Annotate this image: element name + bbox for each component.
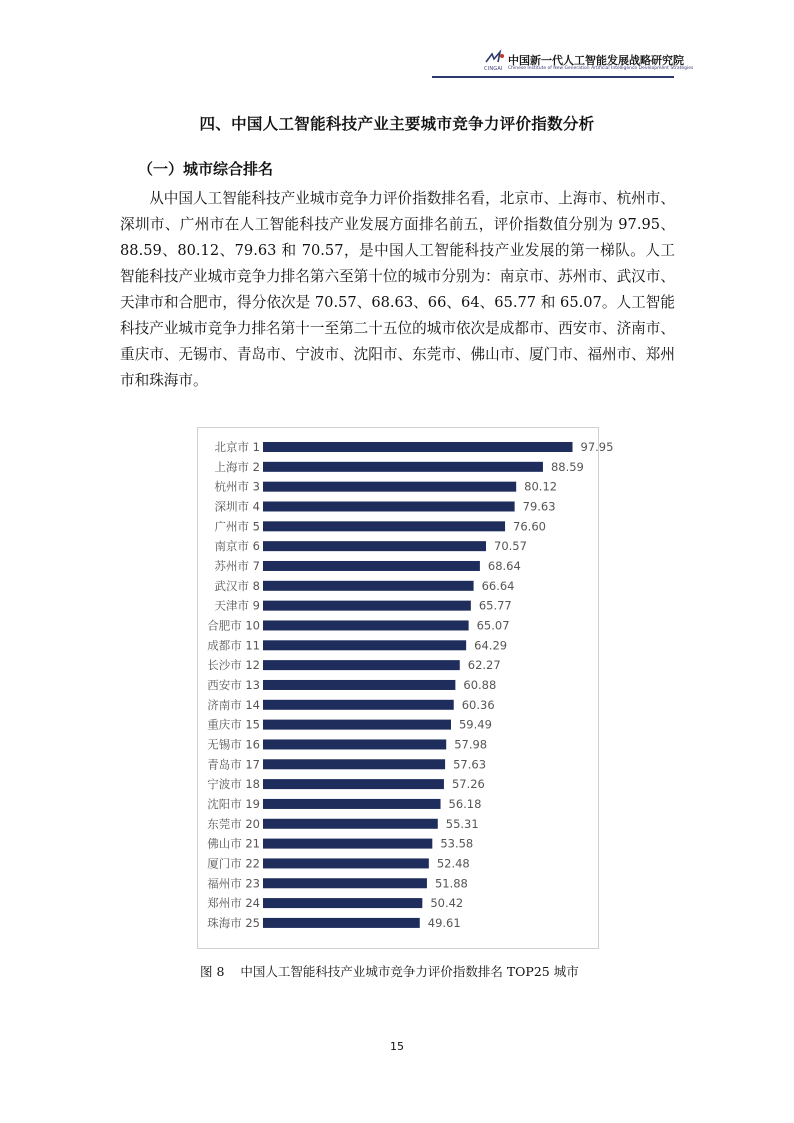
bar	[263, 918, 420, 928]
bar	[263, 501, 515, 511]
bar	[263, 680, 455, 690]
category-label: 武汉市 8	[214, 578, 260, 593]
value-label: 60.88	[463, 677, 497, 692]
value-label: 57.63	[453, 757, 487, 772]
bar-chart-svg	[198, 428, 614, 948]
value-label: 66.64	[481, 578, 515, 593]
category-label: 上海市 2	[214, 459, 260, 474]
category-label: 珠海市 25	[207, 915, 260, 930]
bar	[263, 858, 429, 868]
org-name-cn: 中国新一代人工智能发展战略研究院	[508, 54, 684, 67]
value-label: 57.26	[451, 777, 485, 792]
category-label: 北京市 1	[214, 440, 260, 454]
bar	[263, 462, 543, 472]
category-label: 苏州市 7	[214, 558, 260, 573]
bar	[263, 720, 451, 730]
figure-caption	[200, 962, 579, 980]
value-label: 55.31	[445, 816, 479, 831]
category-label: 广州市 5	[214, 519, 260, 534]
value-label: 51.88	[434, 876, 468, 891]
bar	[263, 581, 474, 591]
value-label: 80.12	[524, 479, 558, 494]
figure-caption-text: 中国人工智能科技产业城市竞争力评价指数排名 TOP25 城市	[240, 964, 579, 979]
bar	[263, 878, 427, 888]
category-label: 郑州市 24	[207, 896, 260, 911]
value-label: 68.64	[487, 558, 521, 573]
org-name-en: Chinese Institute of New Generation Artificial Intelligence Development Strategies	[508, 66, 694, 71]
page-number: 15	[390, 1040, 404, 1053]
bar	[263, 819, 438, 829]
category-label: 济南市 14	[207, 697, 260, 712]
bar	[263, 779, 444, 789]
logo-abbreviation: CINGAI	[484, 66, 503, 72]
bar	[263, 601, 471, 611]
category-label: 长沙市 12	[207, 658, 260, 673]
category-label: 成都市 11	[207, 638, 260, 653]
value-label: 60.36	[461, 697, 495, 712]
body-paragraph: 从中国人工智能科技产业城市竞争力评价指数排名看，北京市、上海市、杭州市、深圳市、广州市在人工智能科技产业发展方面排名前五，评价指数值分别为 97.95、88.59、80.12、79.63 和 70.57，是中国人工智能科技产业发展的第一梯队。人工智能科技产业城市竞争力排名第六至第十位的城市分别为：南京市、苏州市、武汉市、天津市和合肥市，得分依次是 70.57、68.63、66、64、65.77 和 65.07。人工智能科技产业城市竞争力排名第十一至第二十五位的城市依次是成都市、西安市、济南市、重庆市、无锡市、青岛市、宁波市、沈阳市、东莞市、佛山市、厦门市、福州市、郑州市和珠海市。	[120, 190, 675, 389]
category-label: 杭州市 3	[214, 479, 260, 494]
value-label: 65.77	[478, 598, 512, 613]
bar	[263, 521, 505, 531]
category-label: 福州市 23	[207, 876, 260, 891]
bar	[263, 482, 516, 492]
subsection-title: （一）城市综合排名	[138, 160, 274, 178]
bar	[263, 759, 445, 769]
figure-label: 图 8	[200, 964, 225, 979]
category-label: 东莞市 20	[207, 816, 260, 831]
category-label: 青岛市 17	[207, 757, 260, 772]
category-label: 无锡市 16	[207, 737, 260, 752]
value-label: 70.57	[494, 539, 527, 554]
value-label: 65.07	[476, 618, 510, 633]
category-label: 西安市 13	[207, 677, 260, 692]
category-label: 深圳市 4	[214, 499, 260, 514]
bar	[263, 660, 460, 670]
value-label: 79.63	[522, 499, 556, 514]
header-divider	[432, 76, 674, 78]
value-label: 50.42	[430, 896, 464, 911]
bar	[263, 541, 486, 551]
value-label: 53.58	[440, 836, 474, 851]
bar	[263, 799, 441, 809]
category-label: 重庆市 15	[207, 717, 260, 732]
section-title: 四、中国人工智能科技产业主要城市竞争力评价指数分析	[199, 115, 595, 133]
bar	[263, 839, 432, 849]
bar	[263, 640, 466, 650]
value-label: 52.48	[436, 856, 470, 871]
value-label: 62.27	[467, 658, 501, 673]
header-logo	[484, 50, 694, 76]
category-label: 沈阳市 19	[207, 796, 260, 811]
value-label: 76.60	[513, 519, 546, 534]
category-label: 南京市 6	[214, 539, 260, 554]
bar	[263, 739, 446, 749]
bar	[263, 620, 469, 630]
category-label: 宁波市 18	[207, 777, 260, 792]
bar	[263, 442, 573, 452]
category-label: 天津市 9	[214, 598, 260, 613]
category-label: 佛山市 21	[207, 836, 260, 851]
bar-chart	[197, 427, 614, 949]
bar	[263, 561, 480, 571]
category-label: 厦门市 22	[207, 856, 260, 871]
value-label: 56.18	[448, 796, 482, 811]
category-label: 合肥市 10	[207, 618, 260, 633]
bar	[263, 700, 454, 710]
value-label: 49.61	[427, 915, 461, 930]
value-label: 57.98	[454, 737, 488, 752]
value-label: 97.95	[580, 440, 614, 454]
value-label: 64.29	[474, 638, 508, 653]
value-label: 88.59	[550, 459, 584, 474]
bar	[263, 898, 422, 908]
value-label: 59.49	[458, 717, 492, 732]
